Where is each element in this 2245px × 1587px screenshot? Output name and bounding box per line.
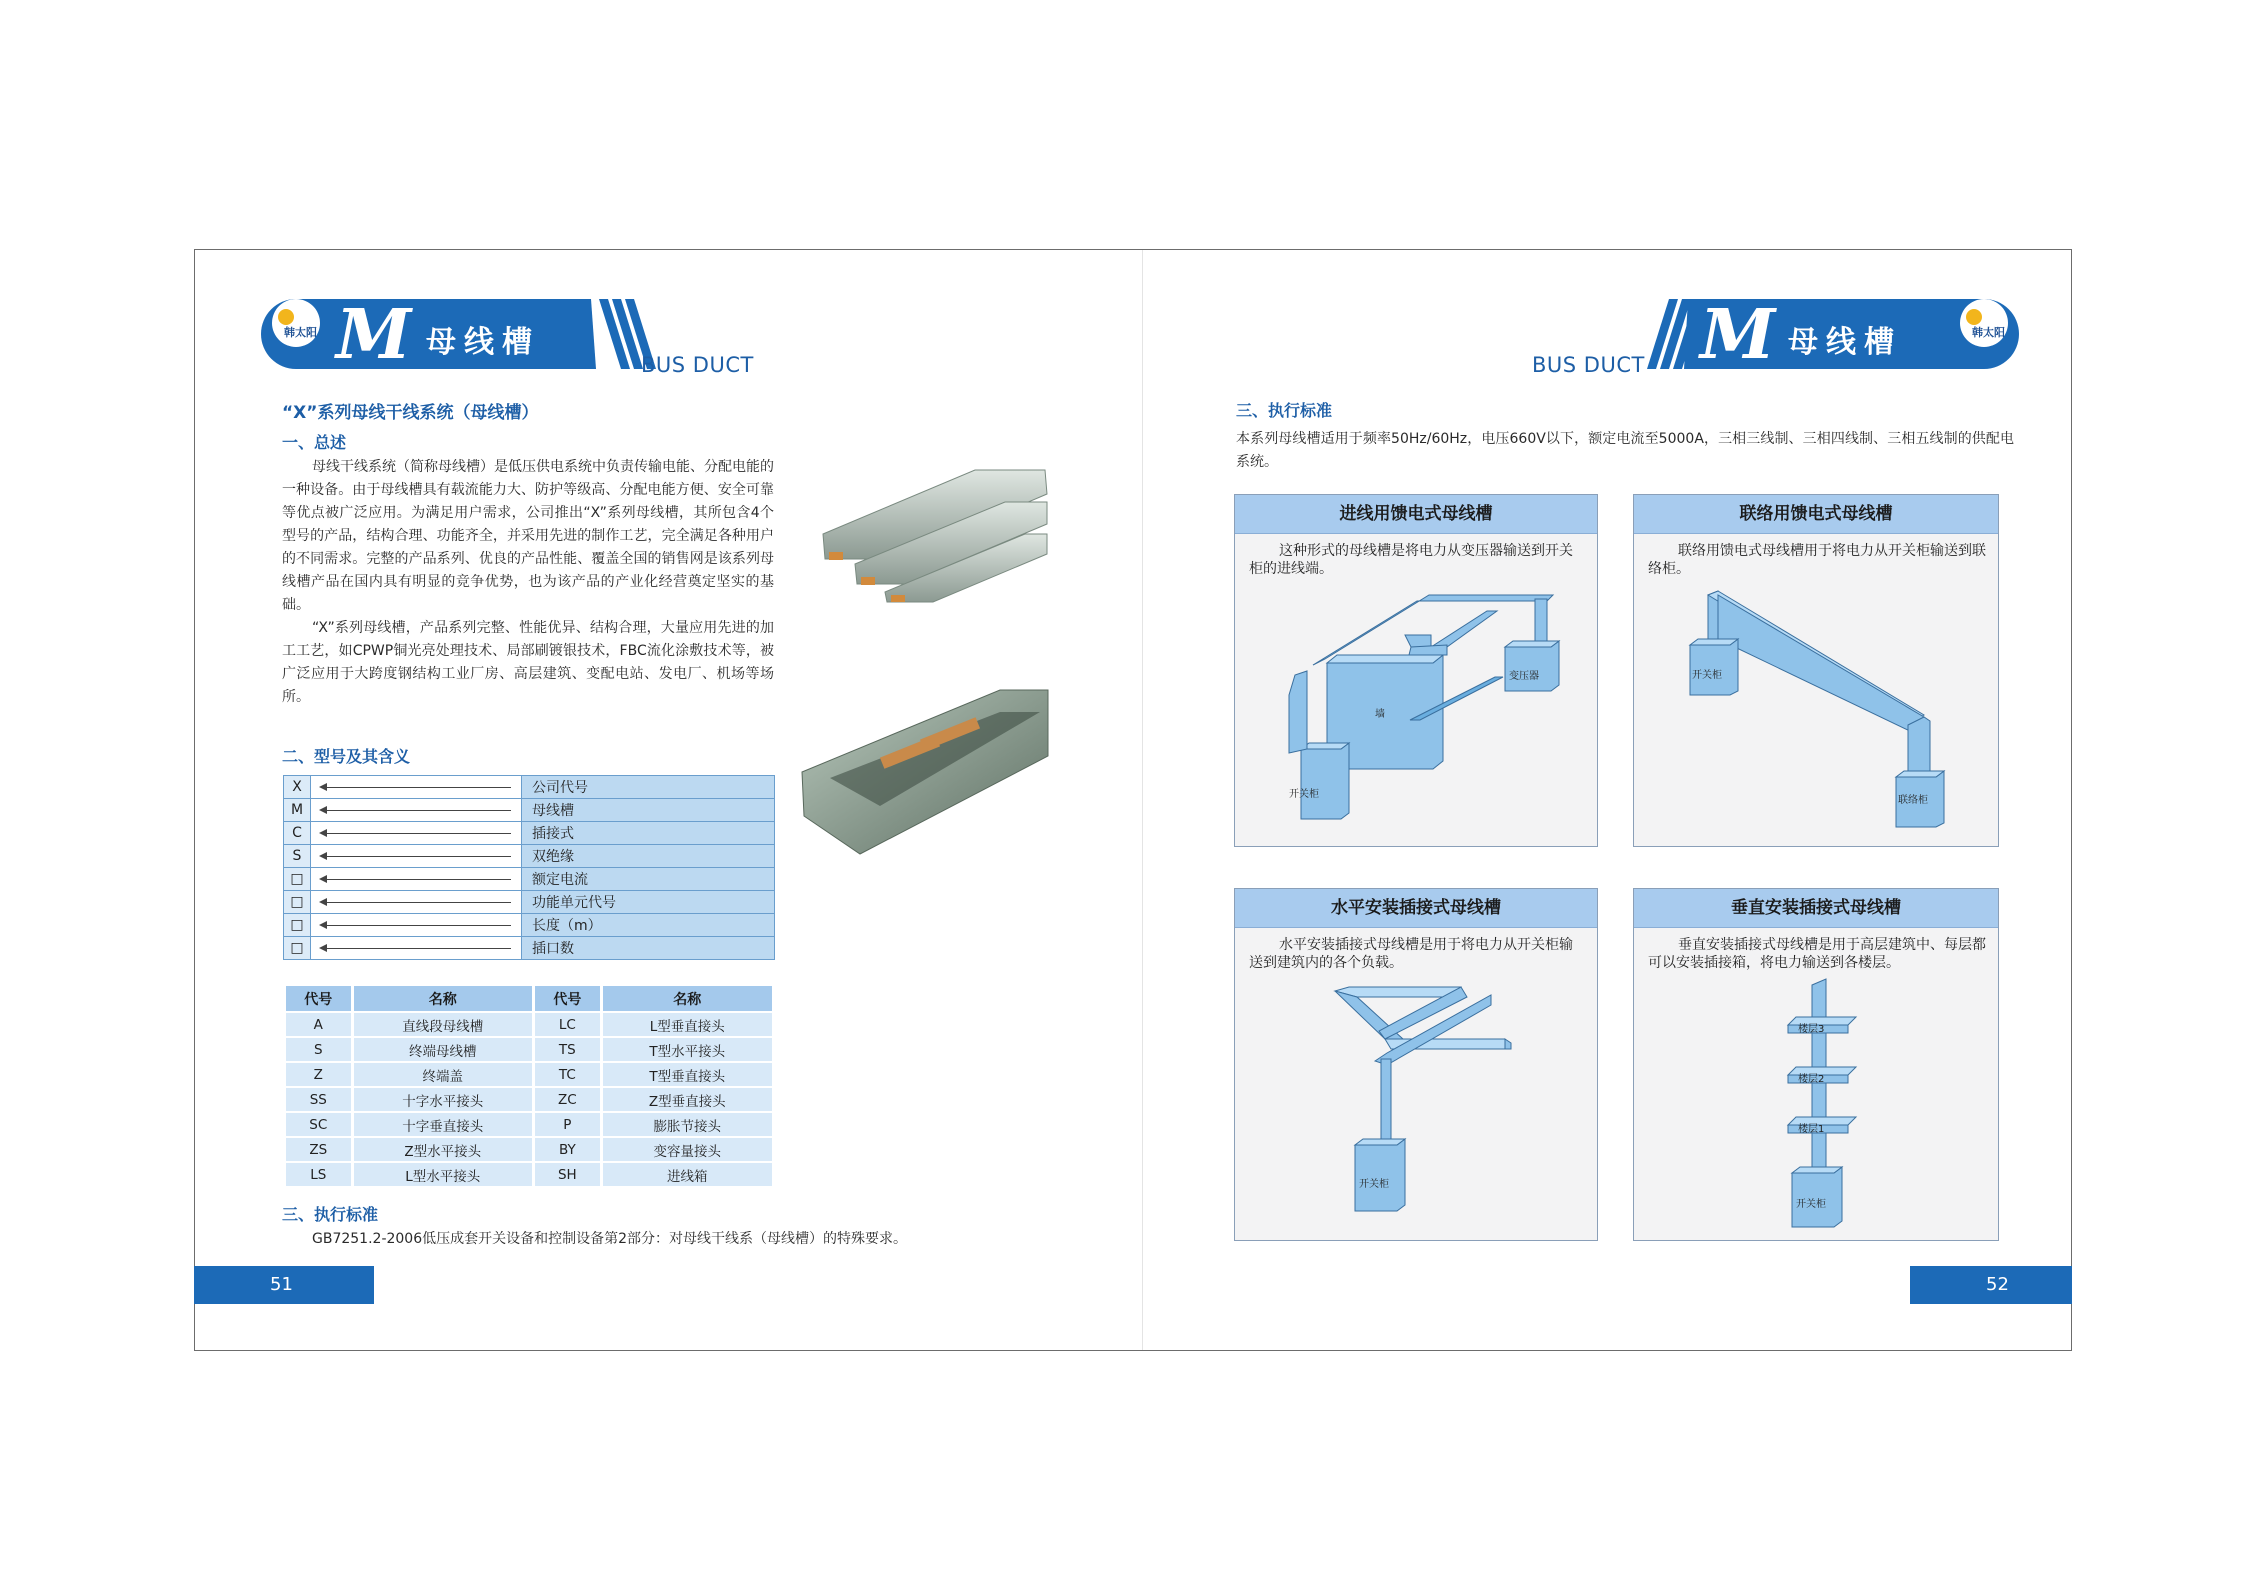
arrow-icon xyxy=(311,868,522,891)
model-code: □ xyxy=(284,891,311,914)
left-header xyxy=(256,295,976,375)
diagram-vertical-plugin xyxy=(1633,888,1999,1241)
diagram-drawing xyxy=(1235,495,1599,848)
col-header-name: 名称 xyxy=(354,986,533,1011)
busduct-photo-bottom xyxy=(800,686,1050,856)
diagram-drawing xyxy=(1634,889,2000,1242)
label-tie-cabinet: 联络柜 xyxy=(1898,795,1928,806)
cell-name: T型水平接头 xyxy=(603,1038,772,1061)
label-switchgear: 开关柜 xyxy=(1359,1179,1389,1190)
model-meaning: 插接式 xyxy=(522,822,775,845)
diagram-title: 联络用馈电式母线槽 xyxy=(1634,495,1998,534)
cell-code: SC xyxy=(286,1113,351,1136)
cell-code: TC xyxy=(535,1063,600,1086)
table-row xyxy=(286,1163,772,1186)
model-code: S xyxy=(284,845,311,868)
product-code-table xyxy=(283,984,775,1188)
diagram-desc: 水平安装插接式母线槽是用于将电力从开关柜输送到建筑内的各个负载。 xyxy=(1249,937,1573,971)
label-switchgear: 开关柜 xyxy=(1692,670,1722,681)
diagram-title: 垂直安装插接式母线槽 xyxy=(1634,889,1998,928)
diagram-drawing xyxy=(1235,889,1599,1242)
cell-code: S xyxy=(286,1038,351,1061)
right-header-band xyxy=(1304,295,2026,375)
cell-code: ZS xyxy=(286,1138,351,1161)
page-fold xyxy=(1142,250,1143,1350)
cell-name: 进线箱 xyxy=(603,1163,772,1186)
table-row xyxy=(286,1013,772,1036)
page-number-left: 51 xyxy=(194,1266,374,1304)
right-intro: 本系列母线槽适用于频率50Hz/60Hz，电压660V以下，额定电流至5000A，三相三线制、三相四线制、三相五线制的供配电系统。 xyxy=(1236,431,2014,470)
label-switchgear: 开关柜 xyxy=(1289,789,1319,800)
model-meaning: 公司代号 xyxy=(522,776,775,799)
arrow-icon xyxy=(311,776,522,799)
model-code-table xyxy=(283,775,775,960)
label-transformer: 变压器 xyxy=(1509,671,1539,682)
model-row xyxy=(284,776,775,799)
cell-name: L型水平接头 xyxy=(354,1163,533,1186)
cell-code: TS xyxy=(535,1038,600,1061)
label-floor-2: 楼层2 xyxy=(1798,1074,1825,1085)
diagram-desc: 垂直安装插接式母线槽是用于高层建筑中、每层都可以安装插接箱，将电力输送到各楼层。 xyxy=(1648,937,1986,971)
arrow-icon xyxy=(311,937,522,960)
cell-code: A xyxy=(286,1013,351,1036)
series-letter: M xyxy=(336,295,412,375)
diagram-desc: 联络用馈电式母线槽用于将电力从开关柜输送到联络柜。 xyxy=(1648,543,1986,577)
header-subtitle: BUS DUCT xyxy=(1532,353,1645,377)
table-row xyxy=(286,1088,772,1111)
cell-code: ZC xyxy=(535,1088,600,1111)
cell-name: 终端母线槽 xyxy=(354,1038,533,1061)
model-meaning: 双绝缘 xyxy=(522,845,775,868)
label-wall: 墙 xyxy=(1375,709,1385,720)
arrow-icon xyxy=(311,891,522,914)
col-header-name: 名称 xyxy=(603,986,772,1011)
cell-name: L型垂直接头 xyxy=(603,1013,772,1036)
right-header xyxy=(1304,295,2026,375)
model-code: □ xyxy=(284,937,311,960)
cell-name: 直线段母线槽 xyxy=(354,1013,533,1036)
model-meaning: 母线槽 xyxy=(522,799,775,822)
diagram-drawing xyxy=(1634,495,2000,848)
page-number-right: 52 xyxy=(1910,1266,2072,1304)
diagram-title: 水平安装插接式母线槽 xyxy=(1235,889,1597,928)
model-row xyxy=(284,868,775,891)
cell-name: T型垂直接头 xyxy=(603,1063,772,1086)
cell-name: 终端盖 xyxy=(354,1063,533,1086)
cell-code: BY xyxy=(535,1138,600,1161)
section1-body xyxy=(282,456,774,709)
brand-name: 韩太阳 xyxy=(1972,326,2005,339)
cell-name: 变容量接头 xyxy=(603,1138,772,1161)
cell-name: 十字垂直接头 xyxy=(354,1113,533,1136)
diagram-title: 进线用馈电式母线槽 xyxy=(1235,495,1597,534)
table-row xyxy=(286,1063,772,1086)
header-title: 母线槽 xyxy=(426,325,540,360)
model-code: □ xyxy=(284,868,311,891)
diagram-horizontal-plugin xyxy=(1234,888,1598,1241)
table-row xyxy=(286,1113,772,1136)
cell-code: Z xyxy=(286,1063,351,1086)
model-code: □ xyxy=(284,914,311,937)
model-code: M xyxy=(284,799,311,822)
model-row xyxy=(284,937,775,960)
model-meaning: 插口数 xyxy=(522,937,775,960)
arrow-icon xyxy=(311,914,522,937)
section2-title: 二、型号及其含义 xyxy=(282,747,411,766)
cell-name: Z型水平接头 xyxy=(354,1138,533,1161)
label-floor-1: 楼层1 xyxy=(1798,1124,1825,1135)
cell-code: P xyxy=(535,1113,600,1136)
cell-code: SS xyxy=(286,1088,351,1111)
model-code: C xyxy=(284,822,311,845)
model-meaning: 功能单元代号 xyxy=(522,891,775,914)
diagram-desc: 这种形式的母线槽是将电力从变压器输送到开关柜的进线端。 xyxy=(1249,543,1573,577)
col-header-code: 代号 xyxy=(286,986,351,1011)
main-title: “X”系列母线干线系统（母线槽） xyxy=(282,403,539,423)
label-floor-3: 楼层3 xyxy=(1798,1024,1825,1035)
header-subtitle: BUS DUCT xyxy=(641,353,754,377)
model-meaning: 长度（m） xyxy=(522,914,775,937)
model-row xyxy=(284,914,775,937)
model-row xyxy=(284,891,775,914)
arrow-icon xyxy=(311,822,522,845)
busduct-photo-top xyxy=(815,464,1050,604)
cell-code: LS xyxy=(286,1163,351,1186)
model-row xyxy=(284,845,775,868)
model-row xyxy=(284,822,775,845)
right-section-title: 三、执行标准 xyxy=(1236,401,1333,420)
paragraph-features: “X”系列母线槽，产品系列完整、性能优异、结构合理，大量应用先进的加工工艺，如CPWP铜光亮处理技术、局部刷镀银技术，FBC流化涂敷技术等，被广泛应用于大跨度钢结构工业厂房、高层建筑、变配电站、发电厂、机场等场所。 xyxy=(282,620,774,705)
model-meaning: 额定电流 xyxy=(522,868,775,891)
cell-name: Z型垂直接头 xyxy=(603,1088,772,1111)
col-header-code: 代号 xyxy=(535,986,600,1011)
cell-code: SH xyxy=(535,1163,600,1186)
section1-title: 一、总述 xyxy=(282,433,347,452)
arrow-icon xyxy=(311,799,522,822)
label-switchgear: 开关柜 xyxy=(1796,1199,1826,1210)
brand-name: 韩太阳 xyxy=(284,326,317,339)
section3-title: 三、执行标准 xyxy=(282,1205,379,1224)
series-letter: M xyxy=(1700,295,1776,375)
paragraph-overview: 母线干线系统（简称母线槽）是低压供电系统中负责传输电能、分配电能的一种设备。由于母线槽具有载流能力大、防护等级高、分配电能方便、安全可靠等优点被广泛应用。为满足用户需求，公司推出“X”系列母线槽，其所包含4个型号的产品，结构合理、功能齐全，并采用先进的制作工艺，完全满足各种用户的不同需求。完整的产品系列、优良的产品性能、覆盖全国的销售网是该系列母线槽产品在国内具有明显的竞争优势，也为该产品的产业化经营奠定坚实的基础。 xyxy=(282,459,774,613)
model-code: X xyxy=(284,776,311,799)
header-title: 母线槽 xyxy=(1788,325,1902,360)
cell-code: LC xyxy=(535,1013,600,1036)
table-row xyxy=(286,1138,772,1161)
cell-name: 十字水平接头 xyxy=(354,1088,533,1111)
diagram-incoming-feeder xyxy=(1234,494,1598,847)
diagram-tie-feeder xyxy=(1633,494,1999,847)
standard-text: GB7251.2-2006低压成套开关设备和控制设备第2部分：对母线干线系（母线槽）的特殊要求。 xyxy=(312,1231,908,1247)
cell-name: 膨胀节接头 xyxy=(603,1113,772,1136)
table-row xyxy=(286,1038,772,1061)
model-row xyxy=(284,799,775,822)
arrow-icon xyxy=(311,845,522,868)
